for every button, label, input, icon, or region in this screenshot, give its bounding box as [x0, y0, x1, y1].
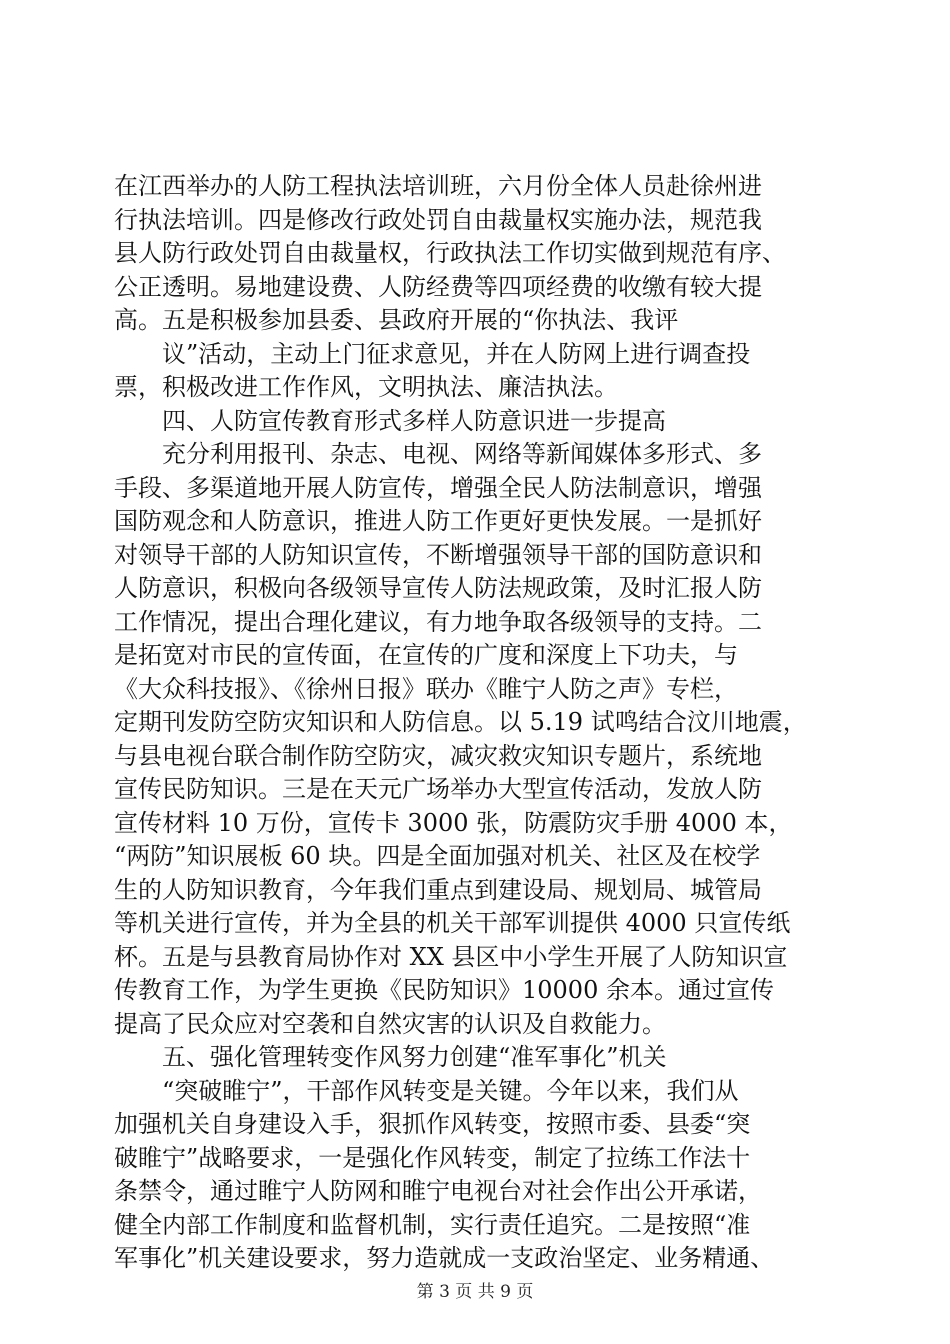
document-body [114, 170, 854, 1276]
text-line: 国防观念和人防意识，推进人防工作更好更快发展。一是抓好 [114, 507, 762, 535]
text-line: 军事化”机关建设要求，努力造就成一支政治坚定、业务精通、 [114, 1244, 775, 1272]
text-line: “两防”知识展板 60 块。四是全面加强对机关、社区及在校学 [114, 842, 761, 870]
text-line: 杯。五是与县教育局协作对 XX 县区中小学生开展了人防知识宣 [114, 942, 788, 971]
text-line: 人防意识，积极向各级领导宣传人防法规政策，及时汇报人防 [114, 574, 762, 602]
text-line: “突破睢宁”，干部作风转变是关键。今年以来，我们从 [162, 1076, 739, 1105]
text-line: 对领导干部的人防知识宣传，不断增强领导干部的国防意识和 [114, 540, 762, 569]
text-line: 生的人防知识教育，今年我们重点到建设局、规划局、城管局 [114, 875, 762, 904]
text-line: 工作情况，提出合理化建议，有力地争取各级领导的支持。二 [114, 607, 762, 636]
text-line: 与县电视台联合制作防空防灾，减灾救灾知识专题片，系统地 [114, 741, 762, 770]
text-line: 县人防行政处罚自由裁量权，行政执法工作切实做到规范有序、 [114, 239, 786, 267]
text-line: 健全内部工作制度和监督机制，实行责任追究。二是按照“准 [114, 1210, 751, 1239]
text-line: 行执法培训。四是修改行政处罚自由裁量权实施办法，规范我 [114, 205, 762, 234]
text-line: 在江西举办的人防工程执法培训班，六月份全体人员赴徐州进 [114, 172, 762, 200]
text-line: 提高了民众应对空袭和自然灾害的认识及自救能力。 [114, 1009, 666, 1038]
text-line: 宣传民防知识。三是在天元广场举办大型宣传活动，发放人防 [114, 775, 762, 803]
text-line: 公正透明。易地建设费、人防经费等四项经费的收缴有较大提 [114, 272, 762, 301]
text-line: 传教育工作，为学生更换《民防知识》10000 余本。通过宣传 [114, 976, 774, 1004]
text-line: 破睢宁”战略要求，一是强化作风转变，制定了拉练工作法十 [114, 1143, 751, 1172]
text-line: 票，积极改进工作作风，文明执法、廉洁执法。 [114, 373, 618, 401]
text-line: 定期刊发防空防灾知识和人防信息。以 5.19 试鸣结合汶川地震， [114, 708, 807, 736]
text-line: 条禁令，通过睢宁人防网和睢宁电视台对社会作出公开承诺， [114, 1177, 762, 1205]
text-line: 是拓宽对市民的宣传面，在宣传的广度和深度上下功夫，与 [114, 641, 738, 669]
section-heading: 五、强化管理转变作风努力创建“准军事化”机关 [162, 1043, 667, 1071]
text-line: 充分利用报刊、杂志、电视、网络等新闻媒体多形式、多 [162, 440, 762, 468]
text-line: 手段、多渠道地开展人防宣传，增强全民人防法制意识，增强 [114, 473, 762, 502]
text-line: 《大众科技报》、《徐州日报》联办《睢宁人防之声》专栏， [114, 674, 738, 703]
text-line: 宣传材料 10 万份，宣传卡 3000 张，防震防灾手册 4000 本， [114, 808, 793, 837]
page-number-footer: 第 3 页 共 9 页 [416, 1282, 534, 1302]
text-line: 加强机关自身建设入手，狠抓作风转变，按照市委、县委“突 [114, 1110, 751, 1138]
text-line: 高。五是积极参加县委、县政府开展的“你执法、我评 [114, 306, 679, 334]
section-heading: 四、人防宣传教育形式多样人防意识进一步提高 [162, 406, 666, 435]
text-line: 等机关进行宣传，并为全县的机关干部军训提供 4000 只宣传纸 [114, 909, 791, 937]
text-line: 议”活动，主动上门征求意见，并在人防网上进行调查投 [162, 339, 751, 368]
